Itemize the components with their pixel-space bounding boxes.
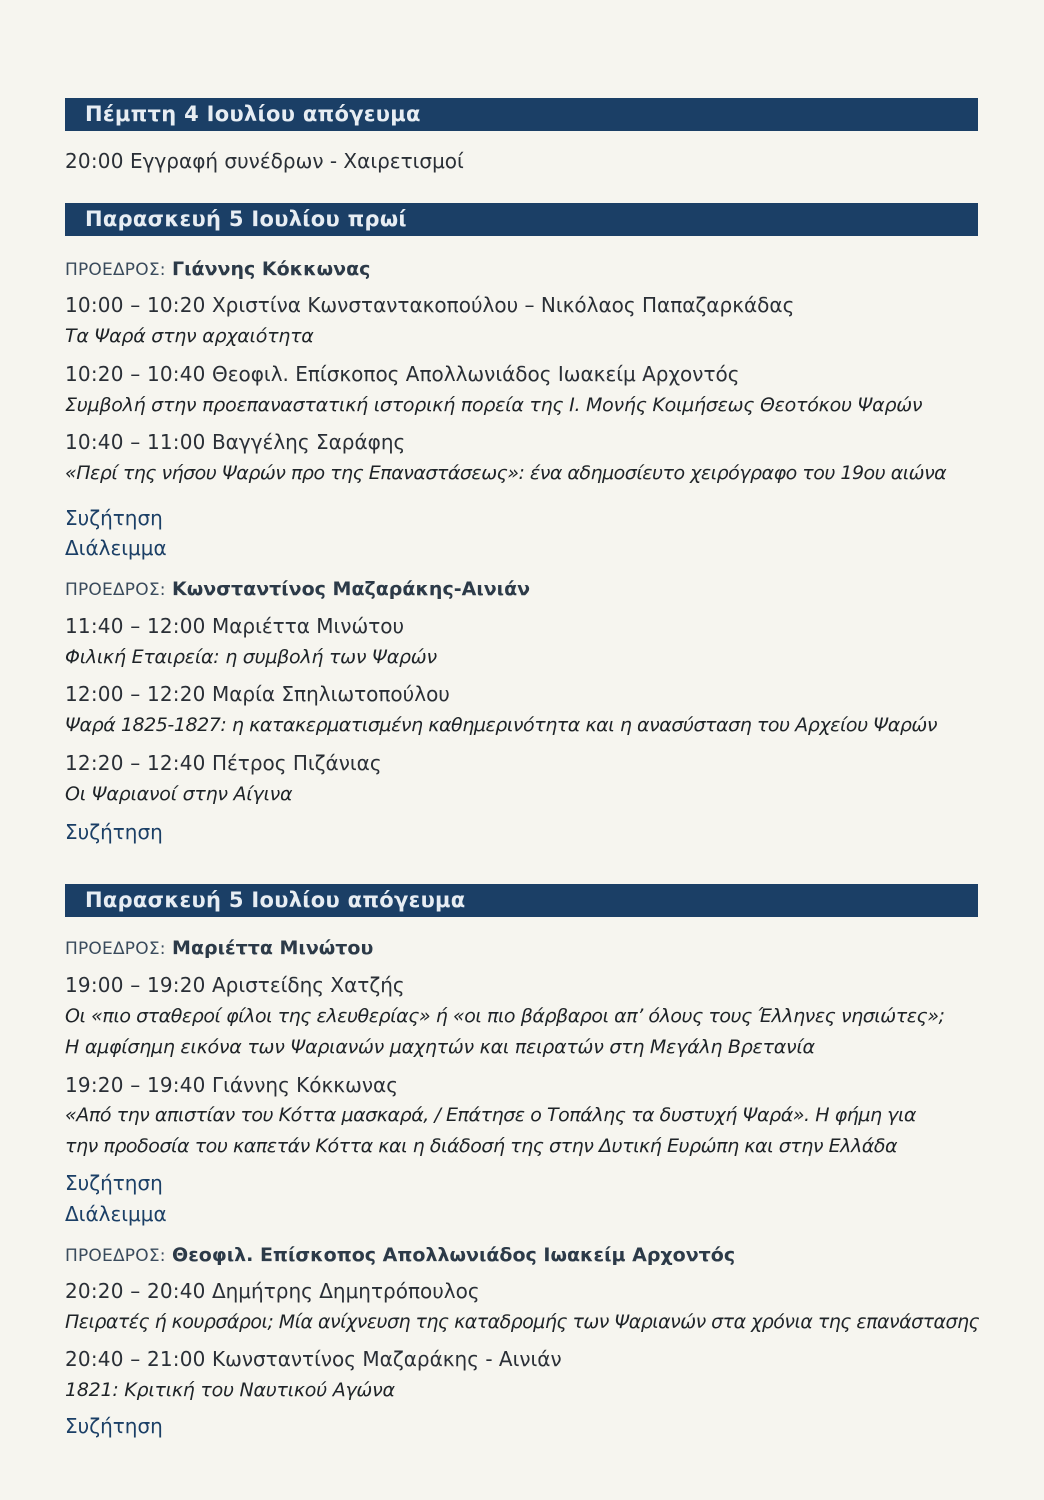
talk-title: Φιλική Εταιρεία: η συμβολή των Ψαρών — [65, 646, 437, 668]
talk-time: 20:40 – 21:00 — [65, 1347, 206, 1371]
registration-time: 20:00 — [65, 149, 124, 173]
talk-title-continued: Η αμφίσημη εικόνα των Ψαριανών μαχητών και πειρατών στη Μεγάλη Βρετανία — [65, 1036, 815, 1058]
chair-label: ΠΡΟΕΔΡΟΣ: — [65, 1246, 166, 1266]
talk-time-speaker — [65, 1072, 398, 1098]
chair-line — [65, 255, 370, 283]
talk-title: 1821: Κριτική του Ναυτικού Αγώνα — [65, 1379, 395, 1401]
talk-speaker: Χριστίνα Κωνσταντακοπούλου – Νικόλαος Παπαζαρκάδας — [211, 293, 795, 317]
talk-time-speaker — [65, 1346, 562, 1372]
talk-speaker: Αριστείδης Χατζής — [211, 973, 405, 997]
chair-label: ΠΡΟΕΔΡΟΣ: — [65, 580, 166, 600]
talk-title: Οι Ψαριανοί στην Αίγινα — [65, 783, 293, 805]
talk-time-speaker — [65, 1278, 480, 1304]
talk-speaker: Γιάννης Κόκκωνας — [211, 1073, 398, 1097]
talk-title: Συμβολή στην προεπαναστατική ιστορική πορεία της Ι. Μονής Κοιμήσεως Θεοτόκου Ψαρών — [65, 394, 923, 416]
talk-title: Πειρατές ή κουρσάροι; Μία ανίχνευση της καταδρομής των Ψαριανών στα χρόνια της επανάστασης — [65, 1311, 980, 1333]
talk-time-speaker — [65, 361, 739, 387]
registration-line — [65, 148, 464, 174]
talk-time: 10:40 – 11:00 — [65, 430, 206, 454]
talk-time-speaker — [65, 750, 382, 776]
talk-title: Ψαρά 1825-1827: η κατακερματισμένη καθημερινότητα και η ανασύσταση του Αρχείου Ψαρών — [65, 714, 938, 736]
section-heading-friday-morning: Παρασκευή 5 Ιουλίου πρωί — [65, 203, 978, 236]
discussion-label: Συζήτηση — [65, 1171, 163, 1195]
chair-name: Γιάννης Κόκκωνας — [172, 258, 371, 280]
talk-time: 20:20 – 20:40 — [65, 1279, 206, 1303]
talk-title: Τα Ψαρά στην αρχαιότητα — [65, 325, 314, 347]
talk-speaker: Μαρία Σπηλιωτοπούλου — [211, 682, 450, 706]
chair-line — [65, 934, 373, 962]
discussion-label: Συζήτηση — [65, 820, 163, 844]
talk-time-speaker — [65, 681, 450, 707]
registration-text: Εγγραφή συνέδρων - Χαιρετισμοί — [130, 149, 464, 173]
talk-time-speaker — [65, 972, 405, 998]
discussion-label: Συζήτηση — [65, 506, 163, 530]
chair-name: Θεοφιλ. Επίσκοπος Απολλωνιάδος Ιωακείμ Αρχοντός — [172, 1244, 736, 1266]
chair-label: ΠΡΟΕΔΡΟΣ: — [65, 939, 166, 959]
break-label: Διάλειμμα — [65, 536, 167, 560]
talk-speaker: Πέτρος Πιζάνιας — [211, 751, 382, 775]
discussion-label: Συζήτηση — [65, 1414, 163, 1438]
talk-speaker: Κωνσταντίνος Μαζαράκης - Αινιάν — [211, 1347, 562, 1371]
talk-time-speaker — [65, 613, 404, 639]
talk-time-speaker — [65, 292, 794, 318]
talk-title: «Περί της νήσου Ψαρών προ της Επαναστάσεως»: ένα αδημοσίευτο χειρόγραφο του 19ου αιώνα — [65, 462, 947, 484]
section-heading-thursday-afternoon: Πέμπτη 4 Ιουλίου απόγευμα — [65, 98, 978, 131]
talk-title: Οι «πιο σταθεροί φίλοι της ελευθερίας» ή «οι πιο βάρβαροι απ’ όλους τους Έλληνες νησιώτες»; — [65, 1005, 945, 1027]
chair-label: ΠΡΟΕΔΡΟΣ: — [65, 260, 166, 280]
talk-time: 19:00 – 19:20 — [65, 973, 206, 997]
chair-line — [65, 1241, 735, 1269]
chair-name: Κωνσταντίνος Μαζαράκης-Αινιάν — [172, 578, 531, 600]
talk-time: 19:20 – 19:40 — [65, 1073, 206, 1097]
chair-name: Μαριέττα Μινώτου — [172, 937, 374, 959]
chair-line — [65, 575, 530, 603]
section-heading-friday-afternoon: Παρασκευή 5 Ιουλίου απόγευμα — [65, 884, 978, 917]
talk-speaker: Μαριέττα Μινώτου — [211, 614, 405, 638]
talk-time: 10:00 – 10:20 — [65, 293, 206, 317]
talk-time: 12:20 – 12:40 — [65, 751, 206, 775]
talk-time-speaker — [65, 429, 405, 455]
talk-time: 12:00 – 12:20 — [65, 682, 206, 706]
talk-title-continued: την προδοσία του καπετάν Κόττα και η διάδοσή της στην Δυτική Ευρώπη και στην Ελλάδα — [65, 1135, 898, 1157]
talk-speaker: Βαγγέλης Σαράφης — [211, 430, 406, 454]
talk-time: 10:20 – 10:40 — [65, 362, 206, 386]
talk-title: «Από την απιστίαν του Κόττα μασκαρά, / Επάτησε ο Τοπάλης τα δυστυχή Ψαρά». Η φήμη για — [65, 1104, 916, 1126]
talk-speaker: Δημήτρης Δημητρόπουλος — [211, 1279, 480, 1303]
break-label: Διάλειμμα — [65, 1202, 167, 1226]
talk-speaker: Θεοφιλ. Επίσκοπος Απολλωνιάδος Ιωακείμ Αρχοντός — [211, 362, 740, 386]
talk-time: 11:40 – 12:00 — [65, 614, 206, 638]
